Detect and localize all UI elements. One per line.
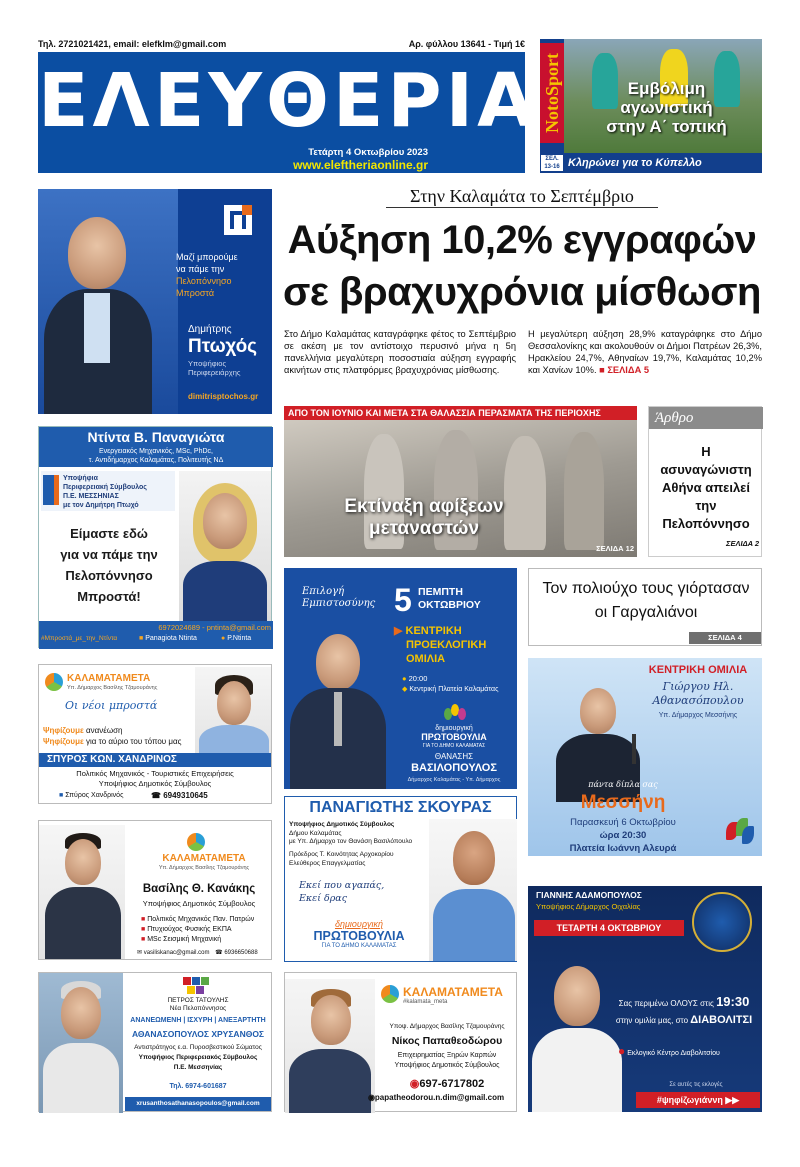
location-pin-icon: ● [618, 1044, 626, 1058]
papatheodorou-role [377, 1051, 517, 1071]
panagiota-candidacy [41, 471, 175, 511]
arthro-label: Άρθρο [649, 407, 763, 429]
notosport-pages: ΣΕΛ. 13-16 [541, 155, 563, 171]
vasilopoulos-first: ΘΑΝΑΣΗΣ [434, 752, 474, 761]
adamopoulos-venue-label: Εκλογικό Κέντρο Διαβολιτσίου [627, 1050, 720, 1057]
main-story-column-2-text: Η μεγαλύτερη αύξηση 28,9% καταγράφηκε στο Δήμο Θεσσαλονίκης και ακολουθούν οι Δήμοι Πατρέων 26,3%, Ηρακλείου 24,7%, Αθηναίων 19,7%, Καλαμάτας 10,2% και Χανίων 10%. [528, 329, 762, 375]
adamopoulos-photo [528, 956, 624, 1112]
main-story-column-1: Στο Δήμο Καλαμάτας καταγράφηκε φέτος το Σεπτέμβριο σε ακέση με τον αντίστοιχο περυσινό μήνα η 5η πανελλήνια μεγαλύτερη ποσοστιαία αύξηση εγγραφής ακινήτων στις πλατφόρμες βραχυχρόνιας μίσθωσης. [284, 329, 516, 375]
migrants-story[interactable] [284, 406, 637, 557]
clock-icon: ● [402, 674, 407, 683]
adamopoulos-invite2-place: ΔΙΑΒΟΛΙΤΣΙ [690, 1014, 753, 1026]
papatheodorou-support: Υποψ. Δήμαρχος Βασίλης Τζαμουράνης [389, 1023, 505, 1030]
kanakis-photo [39, 825, 125, 959]
play-icon: ▶▶ [725, 1095, 740, 1105]
vasilopoulos-month: ΟΚΤΩΒΡΙΟΥ [418, 599, 481, 611]
vasilopoulos-time-label: 20:00 [408, 674, 428, 683]
chrysanthos-photo [39, 973, 123, 1113]
adamopoulos-invite2-text: στην ομιλία μας, στο [615, 1016, 689, 1025]
vasilopoulos-party-line2: ΠΡΩΤΟΒΟΥΛΙΑ [421, 732, 487, 742]
panagiota-logo-icon [43, 475, 59, 505]
kanakis-name: Βασίλης Θ. Κανάκης [142, 883, 256, 895]
athanasopoulou-party-logo-icon [724, 818, 756, 848]
notosport-headline-line3: στην Α΄ τοπική [606, 117, 727, 136]
gargalianoi-title: Τον πολιούχο τους γιόρτασαν οι Γαργαλιάνοι [542, 580, 750, 621]
skouras-motto-line2: Εκεί δρας [299, 893, 348, 904]
logo-sail-blue [742, 826, 754, 844]
notosport-caption: Κληρώνει για το Κύπελλο Μεσσηνίας [568, 157, 702, 185]
masthead-website[interactable]: www.eleftheriaonline.gr [293, 158, 428, 172]
ptochos-slogan [176, 251, 270, 313]
adamopoulos-invite-2 [608, 1014, 760, 1028]
facebook-icon: ■ [139, 635, 144, 642]
ptochos-slogan-line4: Μπροστά [176, 288, 215, 298]
ptochos-logo-icon [224, 205, 252, 235]
ptochos-role [188, 359, 270, 381]
ptochos-face [68, 217, 126, 289]
chandrinos-lines [43, 725, 193, 749]
vasilopoulos-party [394, 724, 514, 752]
chrysanthos-party [125, 997, 271, 1015]
skouras-bio-line1: Πρόεδρος Τ. Κοινότητας Αρχοκορίου [289, 851, 394, 858]
logo-tile-yellow [187, 986, 195, 994]
panagiota-slogan-line4: Μπροστά! [77, 589, 141, 604]
facebook-icon: ■ [59, 792, 64, 799]
kanakis-bullet-3-text: MSc Σεισμική Μηχανική [147, 936, 222, 943]
ad-kanakis[interactable] [38, 820, 272, 960]
athanasopoulou-role: Υπ. Δήμαρχος Μεσσήνης [658, 712, 738, 719]
migrants-page-ref: ΣΕΛΙΔΑ 12 [596, 544, 634, 553]
chandrinos-photo [195, 667, 271, 763]
ptochos-last-name: Πτωχός [188, 336, 258, 357]
ad-vasilopoulos[interactable] [284, 568, 517, 789]
adamopoulos-shirt [532, 1028, 622, 1112]
notosport-box[interactable] [540, 39, 762, 185]
papatheodorou-email-label: papatheodorou.n.dim@gmail.com [374, 1093, 505, 1102]
play-icon: ▶ [394, 625, 403, 637]
panagiota-subtitle-line1: Ενεργειακός Μηχανικός, MSc, PhDc, [99, 448, 213, 455]
chandrinos-fb-label: Σπύρος Χανδρινός [65, 792, 124, 799]
chandrinos-motto: Οι νέοι μπροστά [65, 699, 158, 712]
kanakis-brand-logo-icon [187, 833, 205, 851]
panagiota-slogan [41, 523, 177, 613]
vasilopoulos-face [316, 634, 360, 690]
athanasopoulou-place: Πλατεία Ιωάννη Αλευρά [569, 843, 677, 854]
kanakis-footer [137, 949, 271, 959]
chrysanthos-role-line1: Αντιστράτηγος ε.α. Πυροσβεστικού Σώματος [134, 1044, 262, 1051]
masthead-date: Τετάρτη 4 Οκτωβρίου 2023 [308, 147, 428, 158]
bullet-icon: ■ [141, 936, 146, 943]
athanasopoulou-date: Παρασκευή 6 Οκτωβρίου [570, 817, 676, 828]
skouras-bio-line2: Ελεύθερος Επαγγελματίας [289, 859, 366, 867]
ptochos-first-name: Δημήτρης [188, 324, 232, 335]
masthead-contact: Τηλ. 2721021421, email: elefklm@gmail.com [38, 39, 227, 49]
notosport-headline-line1: Εμβόλιμη [627, 79, 706, 98]
adamopoulos-venue [618, 1044, 760, 1062]
arthro-title: Η ασυναγώνιστη Αθήνα απειλεί την Πελοπόννησο [660, 444, 752, 531]
chrysanthos-phone[interactable]: Τηλ. 6974-601687 [169, 1083, 227, 1090]
main-story-kicker: Στην Καλαμάτα το Σεπτέμβριο [386, 186, 658, 208]
adamopoulos-face [554, 966, 600, 1026]
main-story-title[interactable] [282, 214, 762, 324]
chrysanthos-party-logo-icon [183, 977, 209, 995]
kanakis-suit [45, 887, 121, 959]
athanasopoulou-name-line2: Αθανασόπουλου [652, 694, 744, 707]
skouras-motto-line1: Εκεί που αγαπάς, [299, 880, 385, 891]
athanasopoulou-time: ώρα 20:30 [599, 830, 647, 841]
arthro-page-ref: ΣΕΛΙΔΑ 2 [726, 539, 759, 548]
main-story-page-ref[interactable]: ■ ΣΕΛΙΔΑ 5 [599, 365, 650, 375]
vasilopoulos-role: Δήμαρχος Καλαμάτας - Υπ. Δήμαρχος [407, 777, 501, 783]
chandrinos-brand-sub: Υπ. Δήμαρχος Βασίλης Τζαμουράνης [67, 685, 158, 691]
chandrinos-line2-bold: Ψηφίζουμε [43, 737, 84, 746]
adamopoulos-invite-text: Σας περιμένω ΟΛΟΥΣ στις [618, 999, 714, 1008]
panagiota-candidacy-line2: Περιφερειακή Σύμβουλος [63, 484, 147, 491]
chrysanthos-slogan: ΑΝΑΝΕΩΜΕΝΗ | ΙΣΧΥΡΗ | ΑΝΕΞΑΡΤΗΤΗ [130, 1017, 266, 1024]
chandrinos-line2 [43, 736, 193, 747]
ad-skouras[interactable] [284, 796, 517, 962]
vasilopoulos-event-line2: ΠΡΟΕΚΛΟΓΙΚΗ [406, 639, 487, 651]
ptochos-url[interactable]: dimitrisptochos.gr [188, 392, 259, 401]
skouras-name: ΠΑΝΑΓΙΩΤΗΣ ΣΚΟΥΡΑΣ [309, 799, 492, 816]
chrysanthos-face [61, 987, 101, 1039]
migrant-figure-4 [564, 432, 604, 550]
kanakis-email[interactable] [137, 950, 209, 956]
athanasopoulou-name-line1: Γιώργου Ηλ. [662, 680, 734, 693]
instagram-icon: ● [221, 635, 226, 642]
ptochos-role-line2: Περιφερειάρχης [188, 368, 241, 377]
chandrinos-footer [39, 791, 271, 803]
papatheodorou-phone-label: 697-6717802 [419, 1078, 485, 1090]
notosport-photo [564, 39, 762, 153]
kanakis-bullet-2-text: Πτυχιούχος Φυσικής ΕΚΠΑ [147, 926, 232, 933]
chrysanthos-role-line3: Π.Ε. Μεσσηνίας [173, 1064, 223, 1071]
panagiota-footer [39, 621, 273, 649]
skouras-party-line3: ΓΙΑ ΤΟ ΔΗΜΟ ΚΑΛΑΜΑΤΑΣ [321, 943, 397, 949]
chandrinos-line1-bold: Ψηφίζουμε [43, 726, 84, 735]
panagiota-subtitle [39, 447, 273, 467]
notosport-brand: NotoSport [540, 43, 564, 143]
email-icon: ✉ [137, 950, 143, 956]
vasilopoulos-place-label: Κεντρική Πλατεία Καλαμάτας [409, 686, 499, 693]
vasilopoulos-party-line3: ΓΙΑ ΤΟ ΔΗΜΟ ΚΑΛΑΜΑΤΑΣ [422, 743, 486, 749]
kanakis-bullet-1 [141, 915, 271, 925]
chandrinos-line1 [43, 725, 193, 736]
vasilopoulos-event [394, 624, 514, 668]
chandrinos-phone[interactable] [151, 791, 251, 802]
vasilopoulos-event-line3: ΟΜΙΛΙΑ [406, 653, 446, 665]
chrysanthos-email[interactable]: xrusanthosathanasopoulos@gmail.com [125, 1097, 271, 1111]
panagiota-candidacy-line1: Υποψήφια [63, 475, 98, 482]
leaf-purple [458, 708, 466, 720]
logo-tile-purple [196, 986, 204, 994]
vasilopoulos-place [402, 685, 516, 695]
chandrinos-brand-logo-icon [45, 673, 63, 691]
adamopoulos-name: ΓΙΑΝΝΗΣ ΑΔΑΜΟΠΟΥΛΟΣ [536, 890, 642, 900]
athanasopoulou-city: Μεσσήνη [580, 792, 666, 813]
chandrinos-role [39, 769, 271, 789]
adamopoulos-role: Υποψήφιος Δήμαρχος Οιχαλίας [536, 902, 641, 911]
adamopoulos-invite [608, 994, 760, 1008]
notosport-headline-line2: αγωνιστική [620, 98, 713, 117]
panagiota-contact[interactable]: 6972024689 - pntinta@gmail.com [158, 623, 271, 632]
panagiota-photo [179, 471, 271, 621]
migrants-kicker: ΑΠΟ ΤΟΝ ΙΟΥΝΙΟ ΚΑΙ ΜΕΤΑ ΣΤΑ ΘΑΛΑΣΣΙΑ ΠΕΡΑΣΜΑΤΑ ΤΗΣ ΠΕΡΙΟΧΗΣ [284, 406, 637, 420]
migrants-headline-line2: μεταναστών [368, 518, 480, 539]
skouras-shirt [433, 889, 515, 961]
vasilopoulos-script: Επιλογή Εμπιστοσύνης [302, 586, 376, 609]
vasilopoulos-day-num: 5 [394, 582, 412, 618]
vasilopoulos-event-line1 [394, 624, 514, 638]
kanakis-role: Υποψήφιος Δημοτικός Σύμβουλος [142, 899, 256, 908]
skouras-motto [299, 879, 419, 907]
chrysanthos-party-line1: ΠΕΤΡΟΣ ΤΑΤΟΥΛΗΣ [167, 997, 229, 1004]
gargalianoi-box[interactable] [528, 568, 762, 646]
kanakis-phone-label: 6936650688 [224, 950, 258, 956]
adamopoulos-hashtag-pre: Σε αυτές τις εκλογές [669, 1082, 723, 1088]
panagiota-candidacy-line3: Π.Ε. ΜΕΣΣΗΝΙΑΣ [63, 493, 119, 500]
masthead-issue-price: Αρ. φύλλου 13641 - Τιμή 1€ [408, 39, 525, 49]
skouras-party-line2: ΠΡΩΤΟΒΟΥΛΙΑ [313, 929, 405, 943]
panagiota-fb[interactable] [139, 635, 219, 645]
ptochos-role-line1: Υποψήφιος [188, 359, 227, 368]
ptochos-slogan-line1: Μαζί μπορούμε [176, 252, 238, 262]
panagiota-name: Ντίντα Β. Παναγιώτα [87, 429, 225, 445]
athanasopoulou-details [528, 816, 718, 856]
kanakis-bullet-2 [141, 925, 271, 935]
vasilopoulos-party-logo-icon [444, 704, 466, 722]
ptochos-slogan-line3: Πελοπόννησο [176, 276, 232, 286]
gargalianoi-page-ref: ΣΕΛΙΔΑ 4 [689, 632, 761, 644]
adamopoulos-emblem-icon [692, 892, 752, 952]
papatheodorou-brand: ΚΑΛΑΜΑΤΑΜΕΤΑ [403, 985, 503, 999]
athanasopoulou-slogan: πάντα δίπλα σας [588, 780, 658, 789]
athanasopoulou-face [580, 688, 616, 734]
vasilopoulos-tie [334, 692, 342, 746]
panagiota-candidacy-text [63, 474, 175, 510]
kanakis-brand: ΚΑΛΑΜΑΤΑΜΕΤΑ [162, 853, 246, 864]
chrysanthos-name: ΑΘΑΝΑΣΟΠΟΥΛΟΣ ΧΡΥΣΑΝΘΟΣ [131, 1029, 265, 1039]
panagiota-ig[interactable] [221, 635, 271, 645]
phone-icon: ◉ [409, 1078, 420, 1090]
kanakis-bullet-3 [141, 935, 271, 945]
papatheodorou-brand-logo-icon [381, 985, 399, 1003]
chandrinos-line2-text: για το αύριο του τόπου μας [86, 737, 182, 746]
logo-tile-red [183, 977, 191, 985]
main-story-title-line1: Αύξηση 10,2% εγγραφών [287, 218, 757, 262]
logo-tile-blue [192, 977, 200, 985]
main-story-column-2 [528, 328, 762, 386]
newspaper-logo: ΕΛΕΥΘΕΡΙΑ [38, 58, 539, 144]
papatheodorou-face [311, 995, 351, 1045]
notosport-headline [574, 79, 759, 149]
chandrinos-face [217, 681, 251, 725]
skouras-photo [429, 819, 517, 961]
adamopoulos-date: ΤΕΤΑΡΤΗ 4 ΟΚΤΩΒΡΙΟΥ [534, 920, 684, 936]
panagiota-ig-label: P.Ntinta [227, 635, 252, 642]
main-story-title-line2: σε βραχυχρόνια μίσθωση [283, 270, 761, 314]
chandrinos-role-line1: Πολιτικός Μηχανικός - Τουριστικές Επιχειρήσεις [76, 769, 234, 778]
ad-chandrinos[interactable] [38, 664, 272, 804]
papatheodorou-brand-sub: #kalamata_meta [403, 999, 448, 1005]
panagiota-candidacy-line4: με τον Δημήτρη Πτωχό [63, 502, 139, 509]
ad-athanasopoulou[interactable] [528, 658, 762, 856]
kanakis-brand-sub: Υπ. Δήμαρχος Βασίλης Τζαμουράνης [158, 865, 250, 871]
kanakis-phone[interactable] [215, 950, 258, 956]
kanakis-face [65, 839, 101, 885]
vasilopoulos-day: ΠΕΜΠΤΗ [418, 586, 463, 598]
ptochos-slogan-line2: να πάμε την [176, 264, 225, 274]
papatheodorou-name: Νίκος Παπαθεοδώρου [391, 1035, 503, 1047]
adamopoulos-invite-time: 19:30 [716, 994, 750, 1009]
vasilopoulos-photo [284, 622, 392, 789]
migrants-headline [294, 496, 554, 544]
adamopoulos-hashtag-label: #ψηφίζωγιάννη [656, 1095, 723, 1105]
vasilopoulos-time [402, 674, 512, 684]
migrants-headline-line1: Εκτίναξη αφίξεων [344, 496, 504, 517]
papatheodorou-email[interactable] [355, 1093, 517, 1105]
chandrinos-name-bar: ΣΠΥΡΟΣ ΚΩΝ. ΧΑΝΔΡΙΝΟΣ [39, 753, 271, 767]
phone-icon: ☎ [151, 791, 161, 800]
ptochos-photo [38, 189, 178, 414]
chandrinos-fb[interactable] [59, 792, 159, 802]
panagiota-face [203, 493, 247, 549]
vasilopoulos-last: ΒΑΣΙΛΟΠΟΥΛΟΣ [411, 762, 497, 774]
athanasopoulou-kicker: ΚΕΝΤΡΙΚΗ ΟΜΙΛΙΑ [648, 664, 748, 676]
chrysanthos-shirt [43, 1043, 119, 1113]
chandrinos-phone-label: 6949310645 [163, 791, 208, 800]
phone-icon: ☎ [215, 950, 223, 956]
skouras-role-line2: Δήμου Καλαμάτας [289, 829, 342, 837]
skouras-role [289, 821, 439, 849]
panagiota-fb-label: Panagiota Ntinta [145, 635, 197, 642]
microphone-icon [632, 734, 636, 764]
pin-icon: ◆ [402, 686, 408, 693]
masthead-banner [38, 52, 539, 173]
skouras-role-line3: με Υπ. Δήμαρχο τον Θανάση Βασιλόπουλο [289, 838, 413, 845]
bullet-icon: ■ [141, 916, 146, 923]
papatheodorou-role-line1: Επιχειρηματίας Ξηρών Καρπών [397, 1052, 497, 1059]
ad-adamopoulos[interactable] [528, 886, 762, 1112]
ad-chrysanthos[interactable] [38, 972, 272, 1112]
athanasopoulou-name [636, 680, 760, 710]
chandrinos-brand: ΚΑΛΑΜΑΤΑΜΕΤΑ [67, 673, 151, 684]
ad-papatheodorou[interactable] [284, 972, 517, 1112]
bullet-icon: ■ [141, 926, 146, 933]
chandrinos-role-line2: Υποψήφιος Δημοτικός Σύμβουλος [98, 779, 212, 788]
papatheodorou-phone[interactable] [377, 1077, 517, 1091]
kanakis-email-label: vasiliskanac@gmail.com [143, 950, 210, 956]
vasilopoulos-date [418, 586, 514, 614]
skouras-face [453, 831, 495, 885]
ad-panagiota[interactable] [38, 426, 272, 648]
vasilopoulos-party-line1: δημιουργική [435, 725, 473, 732]
papatheodorou-role-line2: Υποψήφιος Δημοτικός Σύμβουλος [394, 1062, 500, 1069]
skouras-bio [289, 851, 439, 869]
arthro-box[interactable] [648, 406, 762, 557]
ptochos-logo-accent [242, 205, 252, 215]
logo-tile-green [201, 977, 209, 985]
panagiota-slogan-line3: Πελοπόννησο [65, 568, 153, 583]
panagiota-subtitle-line2: τ. Αντιδήμαρχος Καλαμάτας, Πολιτευτής ΝΔ [88, 457, 224, 464]
chrysanthos-party-line2: Νέα Πελοπόννησος [169, 1005, 227, 1012]
panagiota-header [39, 427, 273, 467]
skouras-party-line1: δημιουργική [334, 919, 384, 929]
kanakis-bullet-1-text: Πολιτικός Μηχανικός Παν. Πατρών [147, 916, 255, 923]
vasilopoulos-event-line1-text: ΚΕΝΤΡΙΚΗ [405, 625, 462, 637]
adamopoulos-hashtag [636, 1092, 760, 1108]
kanakis-bullets [141, 915, 271, 947]
chandrinos-line1-text: ανανέωση [86, 726, 123, 735]
panagiota-slogan-line2: για να πάμε την [60, 547, 158, 562]
ptochos-shirt [84, 293, 110, 363]
chrysanthos-role-line2: Υποψήφιος Περιφερειακός Σύμβουλος [138, 1054, 258, 1061]
skouras-party [289, 919, 429, 959]
ad-ptochos[interactable] [38, 189, 272, 414]
panagiota-hashtag: #Μπροστά_με_την_Ντίντα [41, 635, 118, 642]
chrysanthos-role [125, 1043, 271, 1077]
email-icon: ◉ [367, 1093, 375, 1102]
skouras-role-line1: Υποψήφιος Δημοτικός Σύμβουλος [289, 821, 395, 828]
panagiota-jacket [183, 561, 267, 621]
panagiota-slogan-line1: Είμαστε εδώ [70, 526, 148, 541]
